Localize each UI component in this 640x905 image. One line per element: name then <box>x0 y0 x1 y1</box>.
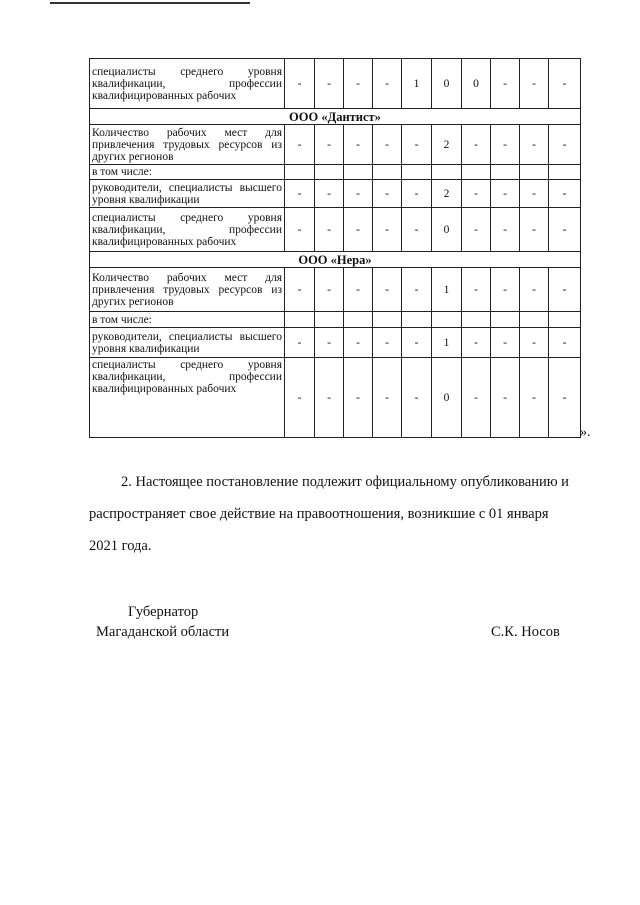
table-cell: 1 <box>402 59 432 109</box>
table-cell: - <box>285 268 315 312</box>
top-rule <box>50 2 250 4</box>
table-cell: - <box>462 208 491 252</box>
table-cell: - <box>344 328 373 358</box>
table-cell: - <box>549 328 581 358</box>
table-cell: - <box>549 59 581 109</box>
table-cell: - <box>315 208 344 252</box>
table-row <box>90 328 581 358</box>
table-row <box>90 59 581 109</box>
table-cell: - <box>402 268 432 312</box>
table-cell: - <box>344 358 373 438</box>
org-name: ООО «Нера» <box>90 252 581 268</box>
table-cell: - <box>491 59 520 109</box>
table-cell: - <box>520 328 549 358</box>
table-cell: - <box>344 208 373 252</box>
table-cell: - <box>285 59 315 109</box>
table-cell: - <box>285 328 315 358</box>
table-cell: - <box>491 125 520 165</box>
table-cell: - <box>462 268 491 312</box>
table-cell: - <box>520 268 549 312</box>
table-row <box>90 165 581 180</box>
row-label: руководители, специалисты высшего уровня квалификации <box>90 328 285 358</box>
table-cell: - <box>402 180 432 208</box>
workplaces-table <box>89 58 581 438</box>
table-cell: - <box>315 180 344 208</box>
table-cell: 1 <box>432 268 462 312</box>
table-cell: - <box>462 328 491 358</box>
closing-quote-mark: ». <box>580 425 591 440</box>
table-row <box>90 208 581 252</box>
table-cell: - <box>285 125 315 165</box>
table-cell: - <box>373 59 402 109</box>
row-label: специалисты среднего уровня квалификации, профессии квалифицированных рабочих <box>90 208 285 252</box>
row-label: специалисты среднего уровня квалификации, профессии квалифицированных рабочих <box>90 358 285 438</box>
table-cell: 0 <box>462 59 491 109</box>
table-cell: - <box>549 180 581 208</box>
table-cell: 1 <box>432 328 462 358</box>
signature-name: С.К. Носов <box>491 624 560 640</box>
table-cell: - <box>373 358 402 438</box>
table-cell: - <box>491 268 520 312</box>
table-cell: - <box>315 125 344 165</box>
table-cell: 0 <box>432 358 462 438</box>
table-cell: - <box>285 208 315 252</box>
table-cell: 0 <box>432 59 462 109</box>
table-cell: - <box>462 180 491 208</box>
row-label: Количество рабочих мест для привлечения трудовых ресурсов из других регионов <box>90 268 285 312</box>
org-header-row <box>90 109 581 125</box>
table-cell: - <box>549 208 581 252</box>
table-cell: - <box>373 208 402 252</box>
signature-position-line2: Магаданской области <box>96 624 230 640</box>
row-label: специалисты среднего уровня квалификации, профессии квалифицированных рабочих <box>90 59 285 109</box>
table-cell: - <box>315 268 344 312</box>
row-label: Количество рабочих мест для привлечения трудовых ресурсов из других регионов <box>90 125 285 165</box>
table-cell: - <box>373 268 402 312</box>
table-cell: 0 <box>432 208 462 252</box>
table-cell: - <box>373 180 402 208</box>
table-cell: - <box>549 268 581 312</box>
org-header-row <box>90 252 581 268</box>
table-cell: 2 <box>432 180 462 208</box>
table-cell: - <box>520 358 549 438</box>
table-cell: - <box>549 125 581 165</box>
table-cell: - <box>520 208 549 252</box>
table-cell: - <box>491 328 520 358</box>
table-cell: - <box>315 328 344 358</box>
table-cell: - <box>285 358 315 438</box>
table-cell: - <box>315 358 344 438</box>
row-label: в том числе: <box>90 312 285 328</box>
table-cell: - <box>402 125 432 165</box>
table-cell: - <box>491 358 520 438</box>
paragraph-2 <box>89 466 580 562</box>
table-cell: - <box>491 208 520 252</box>
table-row <box>90 312 581 328</box>
table-cell: - <box>344 180 373 208</box>
table-row <box>90 358 581 438</box>
row-label: в том числе: <box>90 165 285 180</box>
row-label: руководители, специалисты высшего уровня квалификации <box>90 180 285 208</box>
table-cell: - <box>462 125 491 165</box>
table-cell: - <box>462 358 491 438</box>
table-cell: - <box>285 180 315 208</box>
table-row <box>90 268 581 312</box>
table-cell: - <box>373 125 402 165</box>
table-cell: - <box>344 125 373 165</box>
table-row <box>90 180 581 208</box>
table-cell: - <box>344 59 373 109</box>
table-row <box>90 125 581 165</box>
table-cell: - <box>402 328 432 358</box>
table-cell: - <box>402 358 432 438</box>
table-cell: - <box>520 59 549 109</box>
table-cell: - <box>491 180 520 208</box>
table-cell: - <box>344 268 373 312</box>
table-cell: - <box>549 358 581 438</box>
signature-position-line1: Губернатор <box>128 604 199 620</box>
org-name: ООО «Дантист» <box>90 109 581 125</box>
table-cell: - <box>520 125 549 165</box>
paragraph-2-text: 2. Настоящее постановление подлежит официальному опубликованию и распространяет свое действие на правоотношения, возникшие с 01 января 2021 года. <box>89 474 569 554</box>
table-cell: - <box>520 180 549 208</box>
table-cell: - <box>402 208 432 252</box>
table-cell: - <box>373 328 402 358</box>
table-cell: 2 <box>432 125 462 165</box>
table-cell: - <box>315 59 344 109</box>
